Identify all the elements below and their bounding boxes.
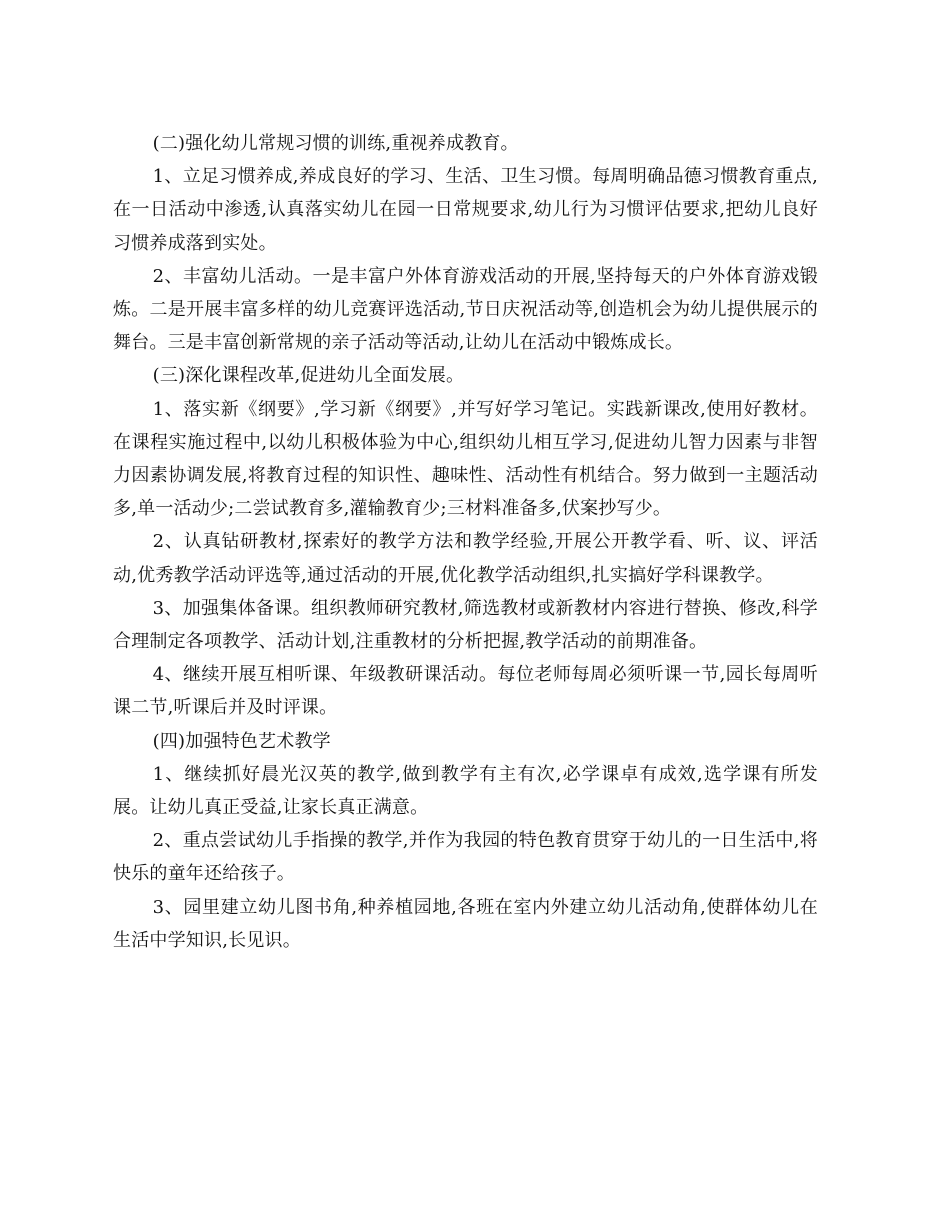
section-heading-3: (三)深化课程改革,促进幼儿全面发展。 [152,365,465,387]
document-body [113,127,818,957]
paragraph: 3、加强集体备课。组织教师研究教材,筛选教材或新教材内容进行替换、修改,科学合理制定各项教学、活动计划,注重教材的分析把握,教学活动的前期准备。 [113,597,818,653]
paragraph: 1、继续抓好晨光汉英的教学,做到教学有主有次,必学课卓有成效,选学课有所发展。让幼儿真正受益,让家长真正满意。 [113,763,818,819]
paragraph: 2、重点尝试幼儿手指操的教学,并作为我园的特色教育贯穿于幼儿的一日生活中,将快乐的童年还给孩子。 [113,830,818,885]
paragraph: 1、落实新《纲要》,学习新《纲要》,并写好学习笔记。实践新课改,使用好教材。在课程实施过程中,以幼儿积极体验为中心,组织幼儿相互学习,促进幼儿智力因素与非智力因素协调发展,将教育过程的知识性、趣味性、活动性有机结合。努力做到一主题活动多,单一活动少;二尝试教育多,灌输教育少;三材料准备多,伏案抄写少。 [113,398,818,520]
paragraph: 1、立足习惯养成,养成良好的学习、生活、卫生习惯。每周明确品德习惯教育重点,在一日活动中渗透,认真落实幼儿在园一日常规要求,幼儿行为习惯评估要求,把幼儿良好习惯养成落到实处。 [113,166,818,254]
paragraph: 2、丰富幼儿活动。一是丰富户外体育游戏活动的开展,坚持每天的户外体育游戏锻炼。二是开展丰富多样的幼儿竞赛评选活动,节日庆祝活动等,创造机会为幼儿提供展示的舞台。三是丰富创新常规的亲子活动等活动,让幼儿在活动中锻炼成长。 [113,265,818,354]
paragraph: 4、继续开展互相听课、年级教研课活动。每位老师每周必须听课一节,园长每周听课二节,听课后并及时评课。 [113,664,818,719]
paragraph: 3、园里建立幼儿图书角,种养植园地,各班在室内外建立幼儿活动角,使群体幼儿在生活中学知识,长见识。 [113,896,818,951]
section-heading-4: (四)加强特色艺术教学 [152,730,331,752]
section-heading-2: (二)强化幼儿常规习惯的训练,重视养成教育。 [152,133,519,154]
paragraph: 2、认真钻研教材,探索好的教学方法和教学经验,开展公开教学看、听、议、评活动,优秀教学活动评选等,通过活动的开展,优化教学活动组织,扎实搞好学科课教学。 [113,531,818,586]
